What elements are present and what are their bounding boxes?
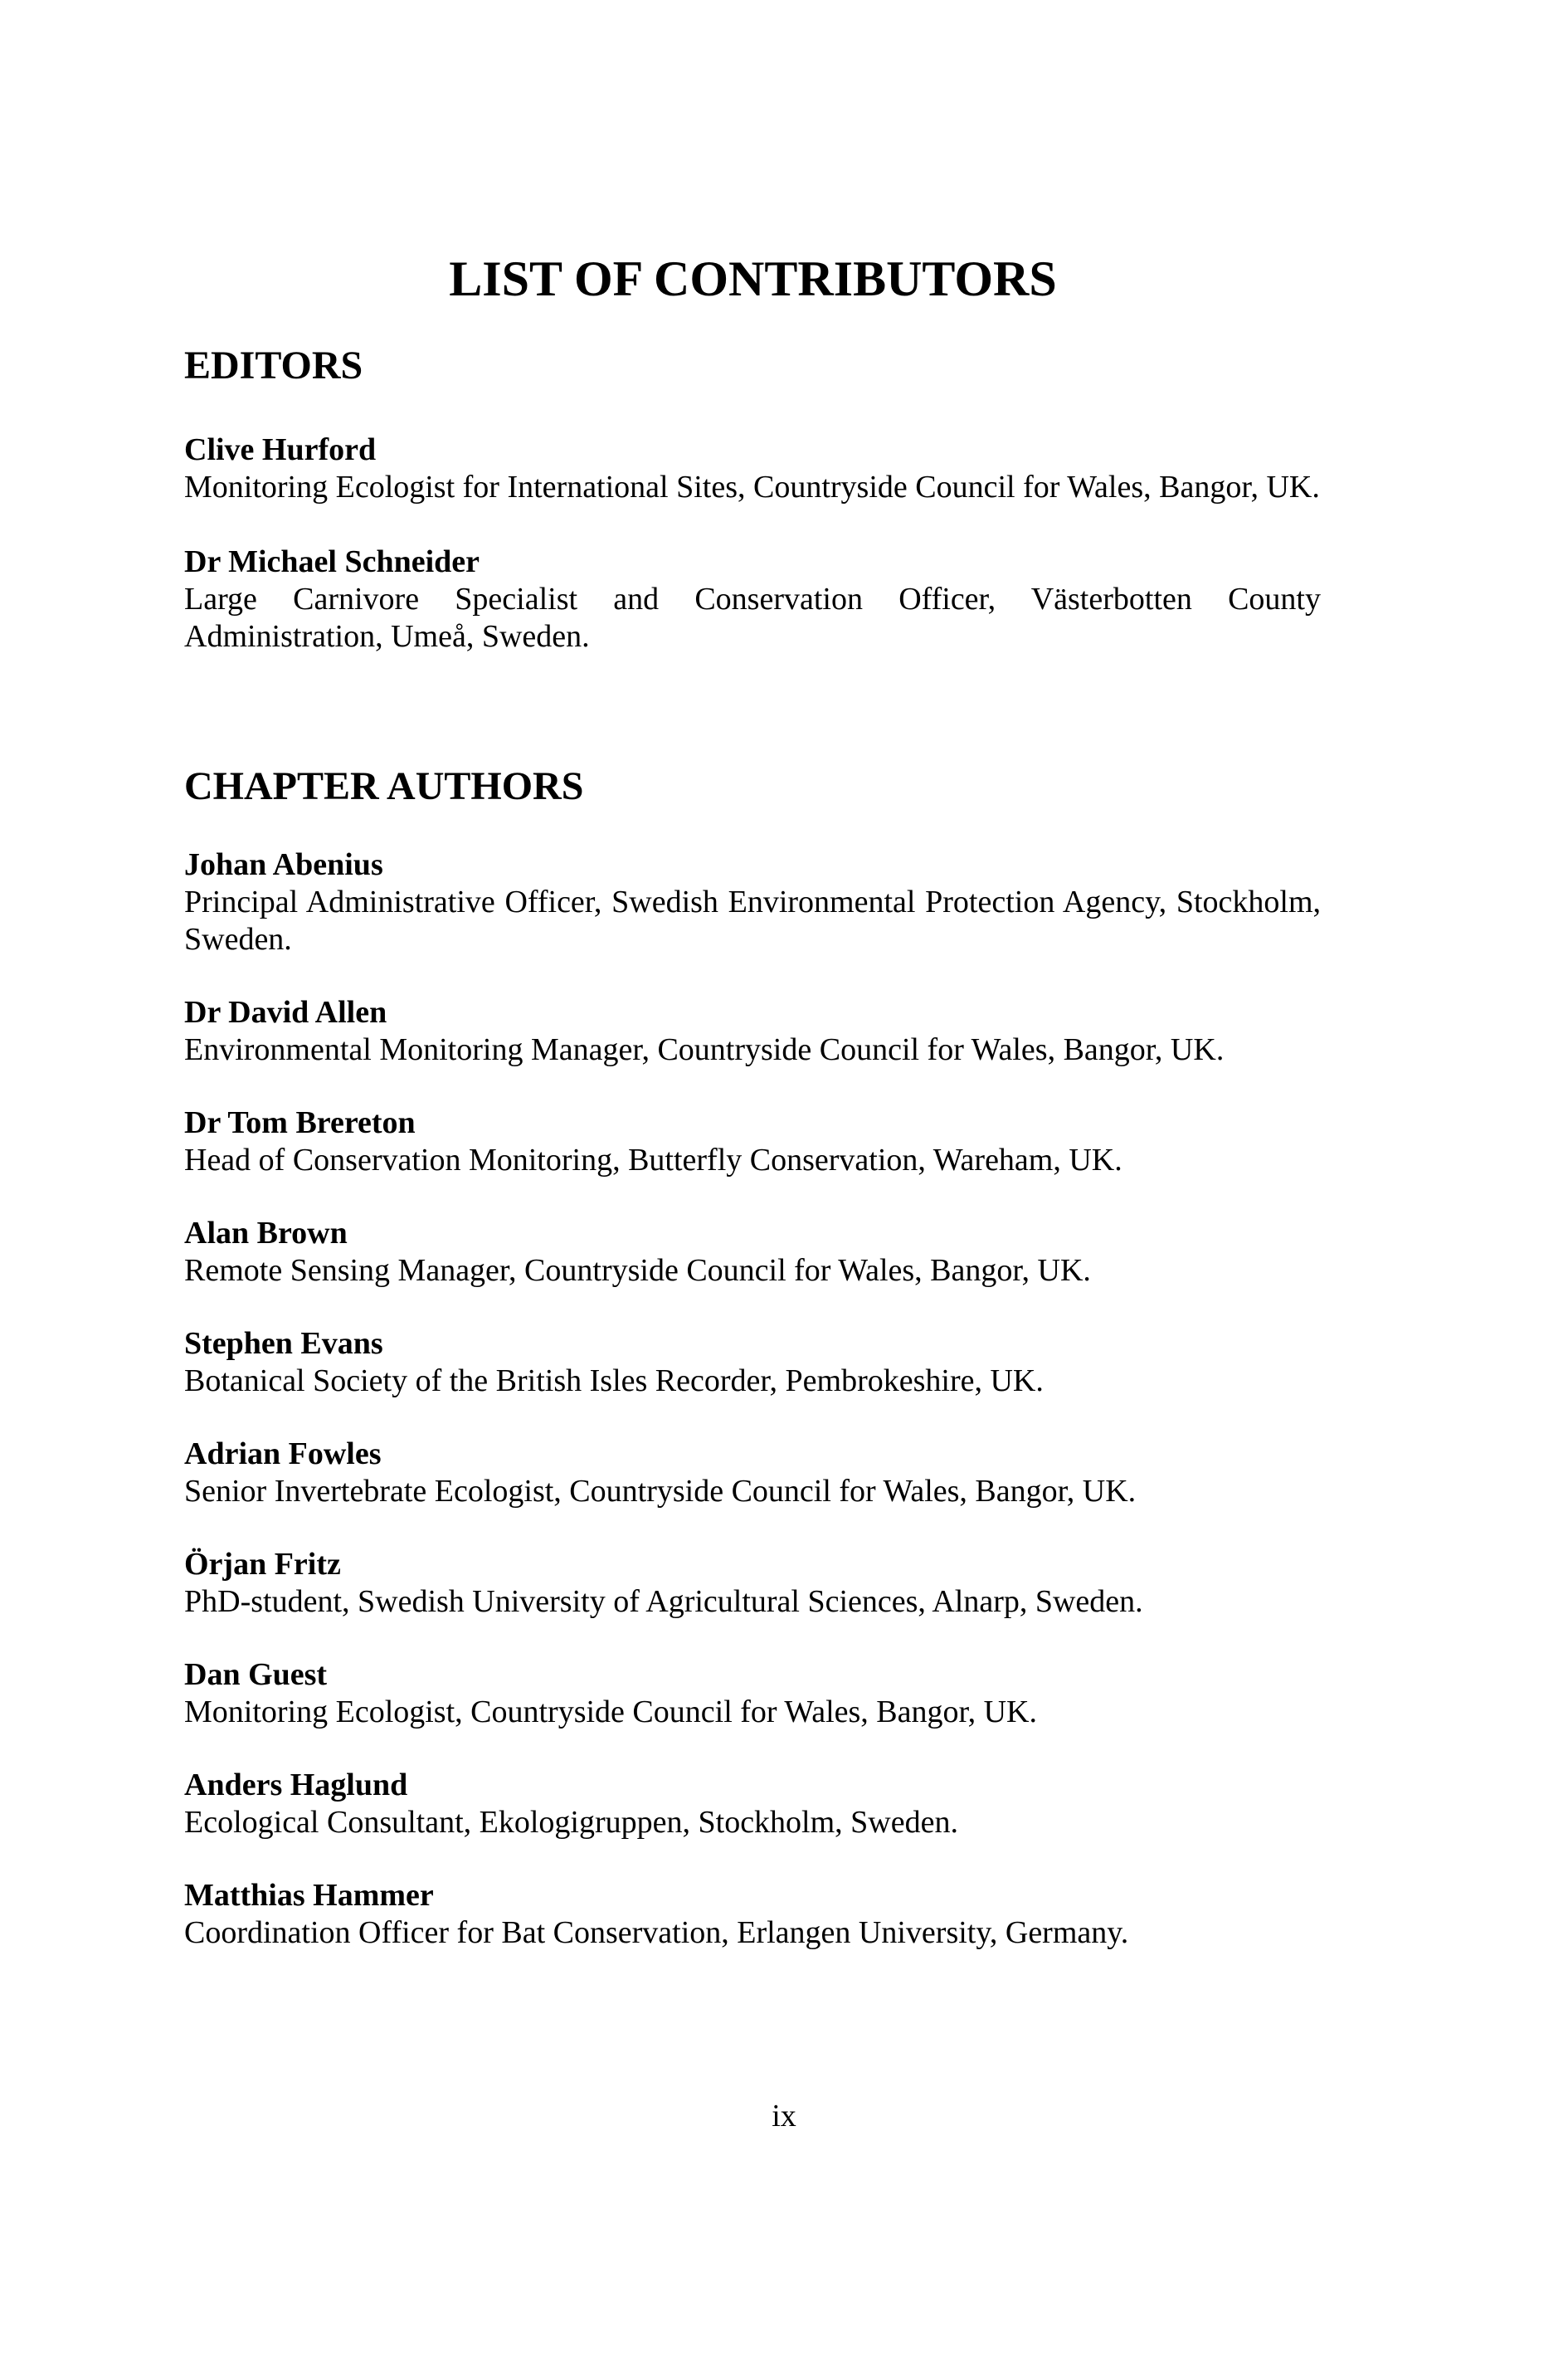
- author-entry: [184, 1436, 1321, 1510]
- page-number: ix: [772, 2099, 796, 2133]
- author-entry: [184, 1656, 1321, 1731]
- chapter-authors-heading: CHAPTER AUTHORS: [184, 764, 584, 808]
- editor-role: Monitoring Ecologist for International Sites, Countryside Council for Wales, Bangor, UK.: [184, 470, 1320, 505]
- author-name: Stephen Evans: [184, 1326, 383, 1361]
- author-name: Örjan Fritz: [184, 1547, 341, 1582]
- author-role: Remote Sensing Manager, Countryside Council for Wales, Bangor, UK.: [184, 1253, 1091, 1288]
- editors-heading: EDITORS: [184, 344, 363, 388]
- author-name: Dr Tom Brereton: [184, 1105, 416, 1140]
- chapter-authors-list: [184, 846, 1321, 1987]
- author-role: PhD-student, Swedish University of Agricultural Sciences, Alnarp, Sweden.: [184, 1584, 1143, 1619]
- author-role: Monitoring Ecologist, Countryside Council for Wales, Bangor, UK.: [184, 1695, 1038, 1729]
- author-entry: [184, 1546, 1321, 1621]
- author-name: Johan Abenius: [184, 847, 383, 882]
- author-name: Adrian Fowles: [184, 1436, 382, 1471]
- page-title: LIST OF CONTRIBUTORS: [449, 251, 1057, 307]
- author-name: Anders Haglund: [184, 1768, 408, 1802]
- editor-role: Large Carnivore Specialist and Conservation Officer, Västerbotten County Administration, Umeå, Sweden.: [184, 582, 1321, 654]
- editor-name: Dr Michael Schneider: [184, 544, 480, 579]
- author-name: Dan Guest: [184, 1657, 328, 1692]
- author-role: Senior Invertebrate Ecologist, Countryside Council for Wales, Bangor, UK.: [184, 1474, 1137, 1509]
- author-entry: [184, 1877, 1321, 1952]
- author-role: Botanical Society of the British Isles Recorder, Pembrokeshire, UK.: [184, 1363, 1044, 1398]
- author-role: Environmental Monitoring Manager, Countryside Council for Wales, Bangor, UK.: [184, 1032, 1225, 1067]
- author-role: Principal Administrative Officer, Swedish Environmental Protection Agency, Stockholm, Sweden.: [184, 885, 1321, 957]
- author-entry: [184, 1104, 1321, 1179]
- author-role: Coordination Officer for Bat Conservation, Erlangen University, Germany.: [184, 1915, 1129, 1950]
- author-name: Alan Brown: [184, 1216, 348, 1251]
- author-role: Ecological Consultant, Ekologigruppen, Stockholm, Sweden.: [184, 1805, 958, 1840]
- author-entry: [184, 846, 1321, 958]
- author-entry: [184, 1767, 1321, 1841]
- author-entry: [184, 1325, 1321, 1400]
- author-name: Dr David Allen: [184, 995, 387, 1030]
- editor-entry: [184, 432, 1321, 506]
- editors-list: [184, 432, 1321, 693]
- editor-name: Clive Hurford: [184, 432, 377, 467]
- author-entry: [184, 994, 1321, 1069]
- author-name: Matthias Hammer: [184, 1878, 434, 1913]
- editor-entry: [184, 544, 1321, 656]
- author-entry: [184, 1215, 1321, 1290]
- author-role: Head of Conservation Monitoring, Butterfly Conservation, Wareham, UK.: [184, 1143, 1122, 1178]
